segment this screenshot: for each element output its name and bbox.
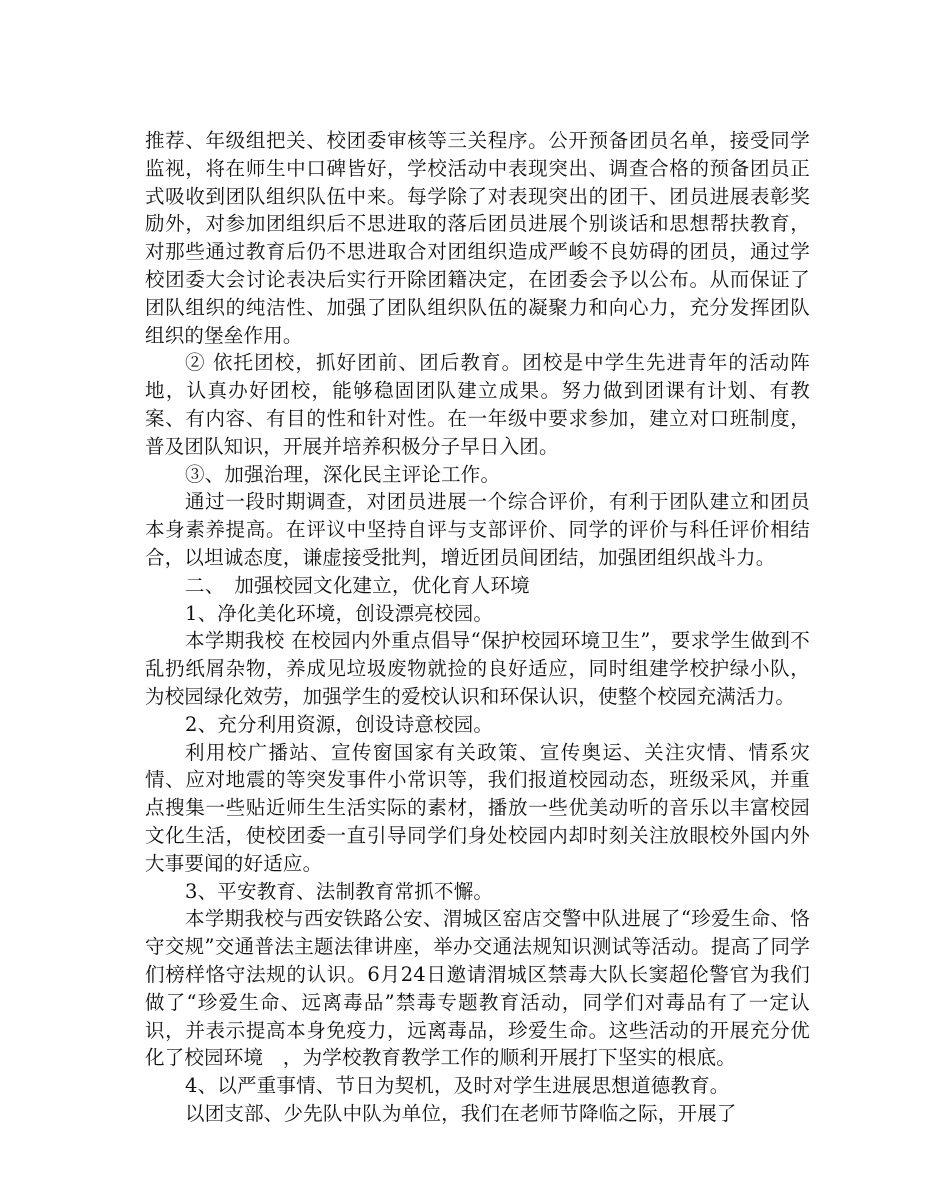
subheading-1: 1、净化美化环境，创设漂亮校园。 (185, 601, 494, 625)
subheading-2: 2、充分利用资源，创设诗意校园。 (185, 712, 494, 736)
paragraph-1: 推荐、年级组把关、校团委审核等三关程序。公开预备团员名单，接受同学监视，将在师生中口碑皆好，学校活动中表现突出、调查合格的预备团员正式吸收到团队组织队伍中来。每学除了对表现突出的团干、团员进展表彰奖励外，对参加团组织后不思进取的落后团员进展个别谈话和思想帮扶教育，对那些通过教育后仍不思进取合对团组织造成严峻不良妨碍的团员，通过学校团委大会讨论表决后实行开除团籍决定，在团委会予以公布。从而保证了团队组织的纯洁性、加强了团队组织队伍的凝聚力和向心力，充分发挥团队组织的堡垒作用。 (145, 129, 810, 347)
paragraph-4: 通过一段时期调查，对团员进展一个综合评价，有利于团队建立和团员本身素养提高。在评议中坚持自评与支部评价、同学的评价与科任评价相结合，以坦诚态度，谦虚接受批判，增近团员间团结，加强团组织战斗力。 (145, 490, 810, 569)
paragraph-3: ③、加强治理，深化民主评论工作。 (185, 462, 501, 486)
section-heading-2: 二、 加强校园文化建立，优化育人环境 (185, 573, 530, 597)
subheading-3: 3、平安教育、法制教育常抓不懈。 (185, 879, 494, 903)
paragraph-11: 本学期我校与西安铁路公安、渭城区窑店交警中队进展了“珍爱生命、恪守交规”交通普法主题法律讲座，举办交通法规知识测试等活动。提高了同学们榜样恪守法规的认识。6月24日邀请渭城区禁毒大队长窦超伦警官为我们做了“珍爱生命、远离毒品”禁毒专题教育活动，同学们对毒品有了一定认识，并表示提高本身免疫力，远离毒品，珍爱生命。这些活动的开展充分优化了校园环境 ，为学校教育教学工作的顺利开展打下坚实的根底。 (145, 907, 810, 1070)
paragraph-7: 本学期我校 在校园内外重点倡导“保护校园环境卫生”，要求学生做到不乱扔纸屑杂物，养成见垃圾废物就捡的良好适应，同时组建学校护绿小队，为校园绿化效劳，加强学生的爱校认识和环保认识，使整个校园充满活力。 (145, 629, 810, 708)
document-body (145, 127, 810, 1128)
paragraph-9: 利用校广播站、宣传窗国家有关政策、宣传奥运、关注灾情、情系灾情、应对地震的等突发事件小常识等，我们报道校园动态，班级采风，并重点搜集一些贴近师生生活实际的素材，播放一些优美动听的音乐以丰富校园文化生活，使校团委一直引导同学们身处校园内却时刻关注放眼校外国内外大事要闻的好适应。 (145, 740, 810, 875)
subheading-4: 4、以严重事情、节日为契机，及时对学生进展思想道德教育。 (185, 1074, 730, 1098)
paragraph-2: ② 依托团校，抓好团前、团后教育。团校是中学生先进青年的活动阵地，认真办好团校，能够稳固团队建立成果。努力做到团课有计划、有教案、有内容、有目的性和针对性。在一年级中要求参加，建立对口班制度，普及团队知识，开展并培养积极分子早日入团。 (145, 351, 810, 458)
paragraph-13: 以团支部、少先队中队为单位，我们在老师节降临之际，开展了 (185, 1101, 737, 1125)
